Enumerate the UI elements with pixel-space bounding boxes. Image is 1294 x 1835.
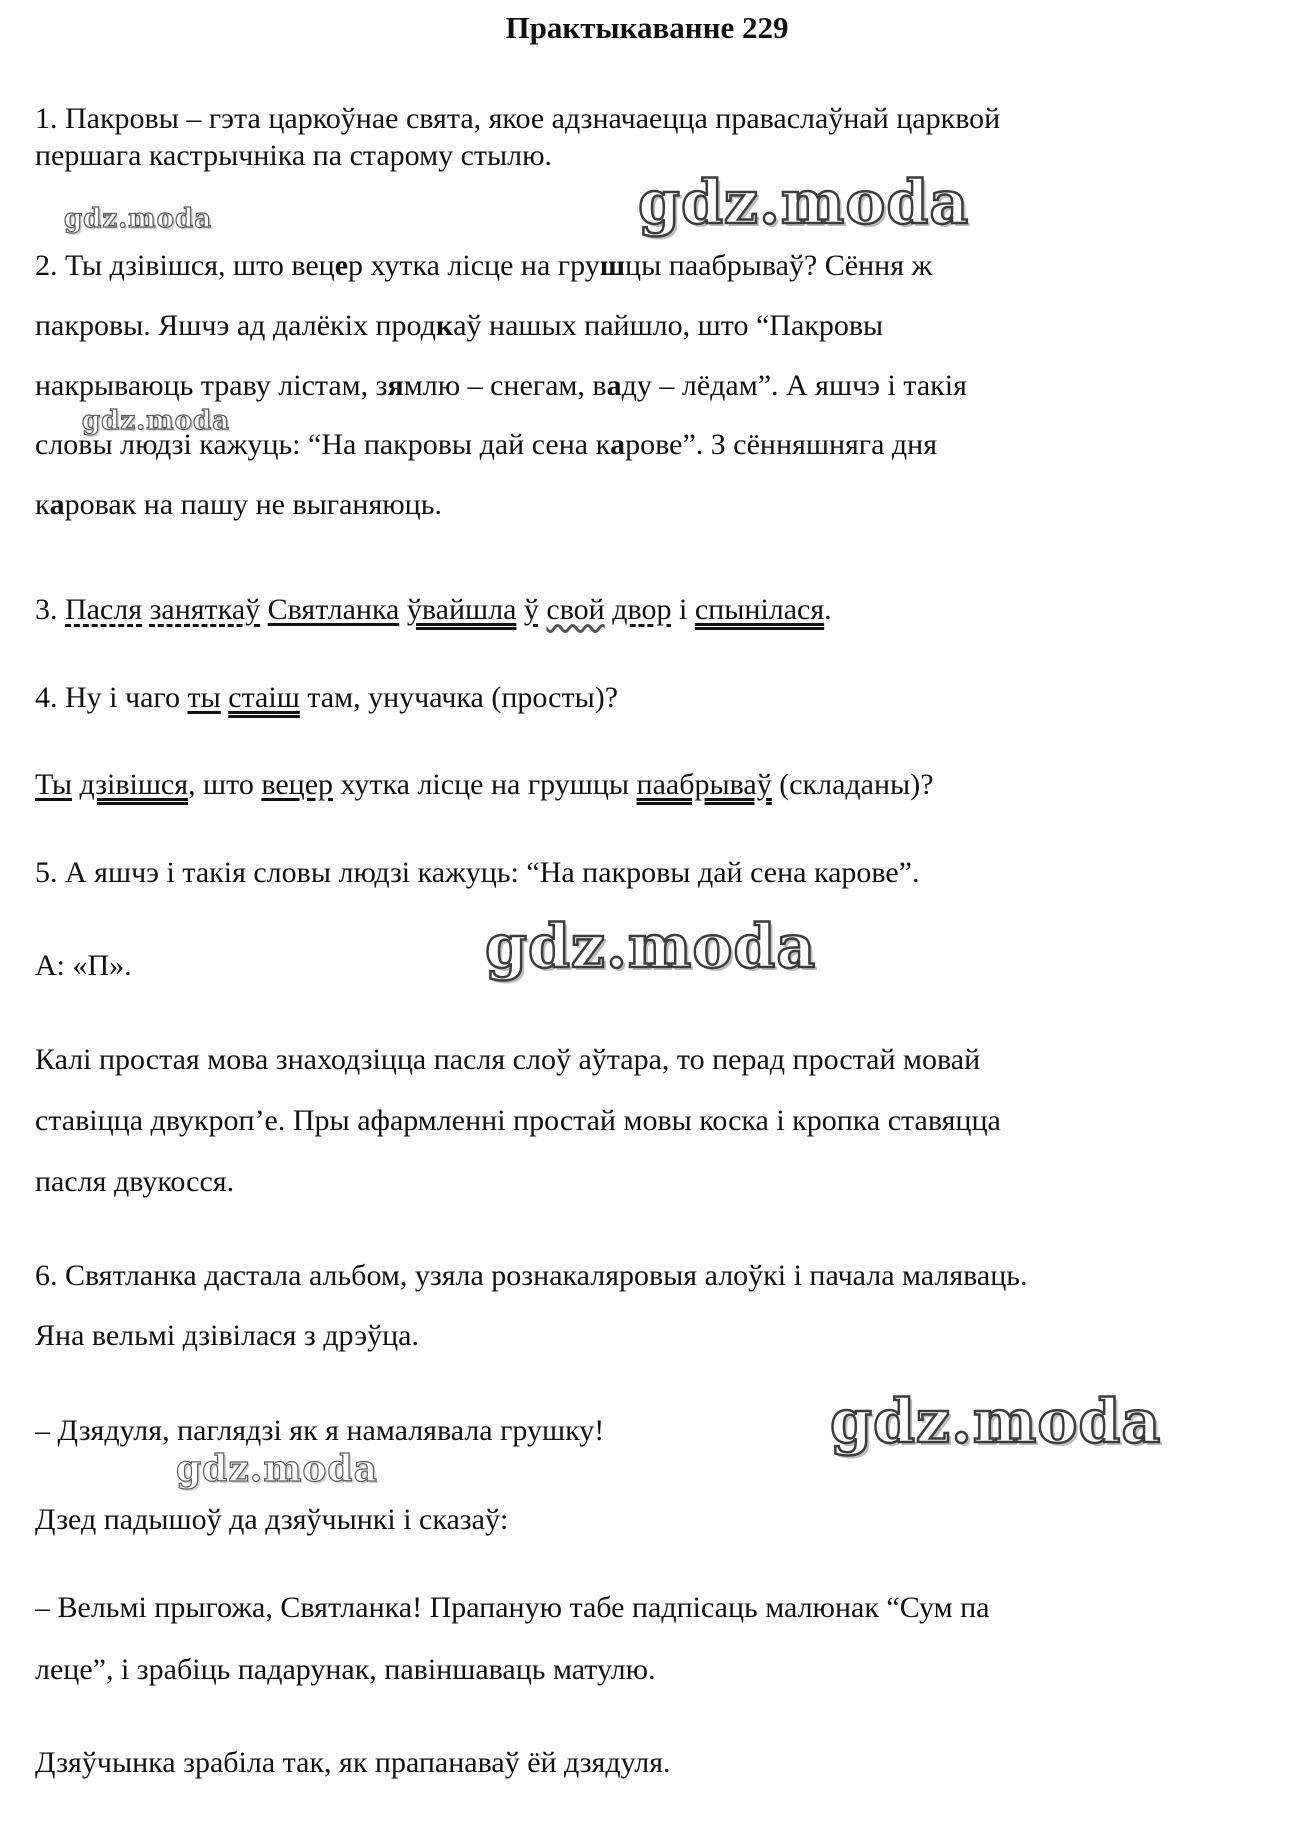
p4-line-2 xyxy=(35,765,1265,805)
stressed-letter: а xyxy=(49,488,65,521)
p6-line-6: леце”, і зрабіць падарунак, павіншаваць матулю. xyxy=(35,1653,656,1686)
text-segment: словы людзі кажуць: “На пакровы дай сена к xyxy=(35,428,611,461)
p5-rule-line-2: ставіцца двукроп’е. Пры афармленні простай мовы коска і кропка ставяцца xyxy=(35,1104,1001,1137)
text-segment: рове”. З сённяшняга дня xyxy=(625,428,938,461)
stressed-letter: я xyxy=(387,369,404,402)
word-attribute: свой xyxy=(546,593,605,626)
word-plain: і xyxy=(678,593,688,626)
text-segment: аў нашых пайшло, што “Пакровы xyxy=(453,309,884,342)
watermark-logo: gdz.moda xyxy=(176,1448,378,1490)
p5-line-1: 5. А яшчэ і такія словы людзі кажуць: “На пакровы дай сена карове”. xyxy=(35,856,920,889)
stressed-letter: а xyxy=(606,369,622,402)
stressed-letter: ш xyxy=(599,249,626,282)
word-adverbial: двор xyxy=(612,593,672,626)
watermark-logo: gdz.moda xyxy=(64,204,213,234)
p6-line-1: 6. Святланка дастала альбом, узяла рознакаляровыя алоўкі і пачала маляваць. xyxy=(35,1259,1028,1292)
p2-line-1 xyxy=(35,246,1265,286)
text-segment: 2. Ты дзівішся, што вец xyxy=(35,249,335,282)
text-segment: ду – лёдам”. А яшчэ і такія xyxy=(621,369,967,402)
text-segment: хутка лісце на грушцы xyxy=(340,768,630,801)
punctuation: . xyxy=(824,593,832,626)
text-segment: , што xyxy=(188,768,254,801)
p2-line-3 xyxy=(35,366,1265,406)
stressed-letter: а xyxy=(610,428,626,461)
text-segment: пакровы. Яшчэ ад далёкіх прод xyxy=(35,309,436,342)
word-predicate: стаіш xyxy=(228,681,300,714)
word-subject: Святланка xyxy=(267,593,400,626)
stressed-letter: к xyxy=(435,309,454,342)
text-segment: накрываюць траву лістам, з xyxy=(35,369,388,402)
p5-rule-line-3: пасля двукосся. xyxy=(35,1165,235,1198)
p2-line-2 xyxy=(35,306,1265,346)
p2-line-5 xyxy=(35,485,1265,525)
watermark-logo: gdz.moda xyxy=(82,406,231,436)
text-segment: 4. Ну і чаго xyxy=(35,681,180,714)
watermark-logo: gdz.moda xyxy=(830,1387,1162,1457)
word-predicate: спынілася xyxy=(694,593,825,626)
word-subject: Ты xyxy=(35,768,72,801)
stressed-letter: е xyxy=(334,249,349,282)
text-segment: цы паабрываў? Сёння ж xyxy=(625,249,933,282)
word-subject: ты xyxy=(187,681,221,714)
p2-line-4 xyxy=(35,425,1265,465)
p1-line-2: першага кастрычніка па старому стылю. xyxy=(35,139,553,172)
text-segment: ровак на пашу не выганяюць. xyxy=(64,488,442,521)
watermark-logo: gdz.moda xyxy=(485,912,817,982)
text-segment: к xyxy=(35,488,50,521)
p6-line-5: – Вельмі прыгожа, Святланка! Прапаную табе падпісаць малюнак “Сум па xyxy=(35,1591,990,1624)
p6-line-4: Дзед падышоў да дзяўчынкі і сказаў: xyxy=(35,1503,509,1536)
watermark-logo: gdz.moda xyxy=(638,168,970,238)
p6-line-7: Дзяўчынка зрабіла так, як прапанаваў ёй дзядуля. xyxy=(35,1746,671,1779)
item-number: 3. xyxy=(35,593,58,626)
p6-line-3: – Дзядуля, паглядзі як я намалявала грушку! xyxy=(35,1414,605,1447)
p3-parsed-sentence xyxy=(35,590,1265,630)
p1-line-1: 1. Пакровы – гэта царкоўнае свята, якое адзначаецца праваслаўнай царквой xyxy=(35,102,1001,135)
text-segment: млю – снегам, в xyxy=(403,369,607,402)
word-predicate: ўвайшла xyxy=(406,593,517,626)
text-segment: (складаны)? xyxy=(779,768,934,801)
p6-line-2: Яна вельмі дзівілася з дрэўца. xyxy=(35,1319,419,1352)
word-adverbial: Пасля xyxy=(65,593,143,626)
word-subject: вецер xyxy=(261,768,334,801)
word-predicate: паабрываў xyxy=(636,768,772,801)
page-title: Практыкаванне 229 xyxy=(505,10,789,45)
text-segment: р хутка лісце на гру xyxy=(348,249,600,282)
p4-line-1 xyxy=(35,678,1265,718)
word-predicate: дзівішся xyxy=(79,768,189,801)
word-adverbial: ў xyxy=(523,593,539,626)
word-adverbial: заняткаў xyxy=(149,593,261,626)
text-segment: там, унучачка (просты)? xyxy=(307,681,619,714)
p5-scheme: А: «П». xyxy=(35,949,132,982)
p5-rule-line-1: Калі простая мова знаходзіцца пасля слоў аўтара, то перад простай мовай xyxy=(35,1043,981,1076)
